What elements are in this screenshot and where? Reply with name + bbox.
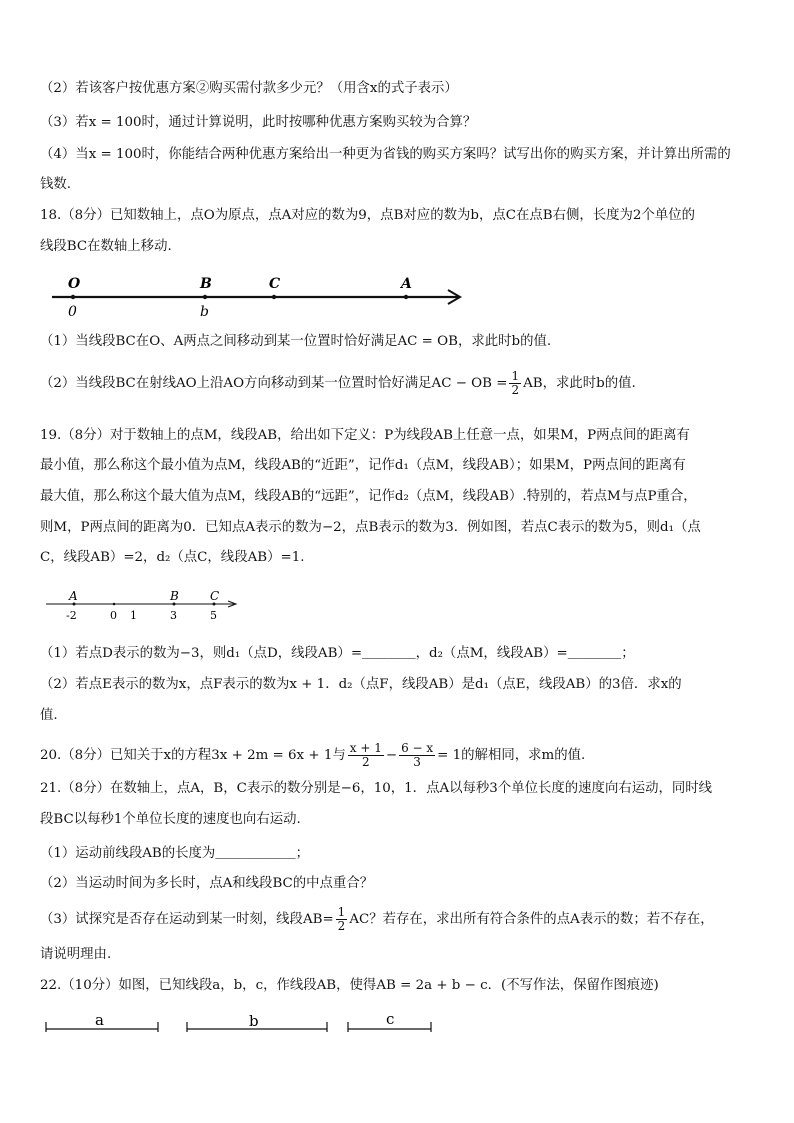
point-c-label: C [269, 276, 281, 292]
fraction-half [509, 370, 521, 397]
q18-part1: （1）当线段BC在O、A两点之间移动到某一位置时恰好满足AC = OB，求此时b的值. [40, 334, 552, 349]
segment-b-label: b [249, 1012, 259, 1030]
q19-part2-line2: 值. [40, 708, 58, 723]
point-a-label: A [401, 276, 412, 292]
q19-stem-line3: 最大值，那么称这个最大值为点M，线段AB的“远距”，记作d₂（点M，线段AB）.特别的，若点M与点P重合， [40, 489, 697, 504]
q18-stem-line1: 18.（8分）已知数轴上，点O为原点，点A对应的数为9，点B对应的数为b，点C在点B右侧，长度为2个单位的 [40, 208, 696, 223]
q19-stem-line1: 19.（8分）对于数轴上的点M，线段AB，给出如下定义：P为线段AB上任意一点，如果M，P两点间的距离有 [40, 428, 690, 443]
fraction-half [336, 906, 348, 933]
q17-part3: （3）若x = 100时，通过计算说明，此时按哪种优惠方案购买较为合算？ [40, 115, 477, 130]
tick-label: 0 [110, 609, 117, 622]
q19-number-line-figure [40, 586, 250, 624]
origin-value-label: 0 [68, 304, 77, 320]
segment-a-label: a [95, 1011, 104, 1029]
fraction-denominator: 2 [337, 919, 346, 933]
point-b-label: B [170, 589, 179, 603]
q22-segments-figure [40, 1004, 440, 1040]
tick-label: 1 [130, 609, 137, 622]
fraction-denominator: 3 [413, 755, 421, 769]
q17-part4-line1: （4）当x = 100时，你能结合两种优惠方案给出一种更为省钱的购买方案吗？试写出你的购买方案，并计算出所需的 [40, 147, 731, 162]
fraction-numerator: 1 [337, 905, 346, 919]
q18-part2 [40, 370, 636, 397]
q18-part2-text: （2）当线段BC在射线AO上沿AO方向移动到某一位置时恰好满足AC − OB = [40, 376, 508, 391]
segment-c-label: c [386, 1010, 395, 1028]
fraction-numerator: 6 − x [401, 741, 434, 755]
q20-text: 20.（8分）已知关于x的方程3x + 2m = 6x + 1与 [40, 748, 346, 763]
tick-label: 3 [170, 609, 177, 622]
q18-stem-line2: 线段BC在数轴上移动. [40, 239, 172, 254]
tick-label: -2 [66, 609, 77, 622]
point-c-label: C [210, 589, 220, 603]
minus-sign: − [385, 748, 398, 763]
point-b-label: B [200, 276, 212, 292]
q21-part3 [40, 906, 714, 933]
q20-stem [40, 742, 585, 769]
fraction-numerator: x + 1 [349, 741, 382, 755]
q21-part3-tail: AC？若存在，求出所有符合条件的点A表示的数；若不存在， [349, 912, 714, 927]
tick-label: 5 [210, 609, 217, 622]
q21-part3-text: （3）试探究是否存在运动到某一时刻，线段AB= [40, 912, 334, 927]
q18-number-line-figure [40, 268, 480, 320]
q17-part2: （2）若该客户按优惠方案②购买需付款多少元？（用含x的式子表示） [40, 81, 458, 96]
q19-part2-line1: （2）若点E表示的数为x，点F表示的数为x + 1．d₂（点F，线段AB）是d₁（点E，线段AB）的3倍．求x的 [40, 677, 682, 692]
q21-stem-line1: 21.（8分）在数轴上，点A，B，C表示的数分别是−6，10，1．点A以每秒3个单位长度的速度向右运动，同时线 [40, 781, 713, 796]
q21-part3-line2: 请说明理由. [40, 947, 112, 962]
fraction-denominator: 2 [511, 383, 520, 397]
q17-part4-line2: 钱数. [40, 177, 72, 192]
q18-part2-tail: AB，求此时b的值. [523, 376, 636, 391]
point-o-label: O [68, 276, 81, 292]
b-value-label: b [200, 304, 209, 320]
point-a-label: A [69, 589, 78, 603]
fraction-x-plus-1-over-2 [348, 742, 384, 769]
q19-stem-line4: 则M，P两点间的距离为0．已知点A表示的数为−2，点B表示的数为3．例如图，若点C表示的数为5，则d₁（点 [40, 520, 701, 535]
fraction-6-minus-x-over-3 [399, 742, 435, 769]
q19-stem-line5: C，线段AB）=2，d₂（点C，线段AB）=1. [40, 550, 305, 565]
fraction-denominator: 2 [361, 755, 370, 769]
q21-part2: （2）当运动时间为多长时，点A和线段BC的中点重合？ [40, 876, 374, 891]
q19-stem-line2: 最小值，那么称这个最小值为点M，线段AB的“近距”，记作d₁（点M，线段AB）；如果M，P两点间的距离有 [40, 458, 686, 473]
q21-part1: （1）运动前线段AB的长度为＿＿＿＿＿＿； [40, 846, 310, 861]
q19-part1: （1）若点D表示的数为−3，则d₁（点D，线段AB）=＿＿＿＿，d₂（点M，线段AB）=＿＿＿＿； [40, 646, 635, 661]
q20-tail: = 1的解相同，求m的值. [437, 748, 586, 763]
fraction-numerator: 1 [511, 369, 520, 383]
q21-stem-line2: 段BC以每秒1个单位长度的速度也向右运动. [40, 812, 301, 827]
q22-stem: 22.（10分）如图，已知线段a，b，c，作线段AB，使得AB = 2a + b − c．(不写作法，保留作图痕迹) [40, 978, 659, 993]
